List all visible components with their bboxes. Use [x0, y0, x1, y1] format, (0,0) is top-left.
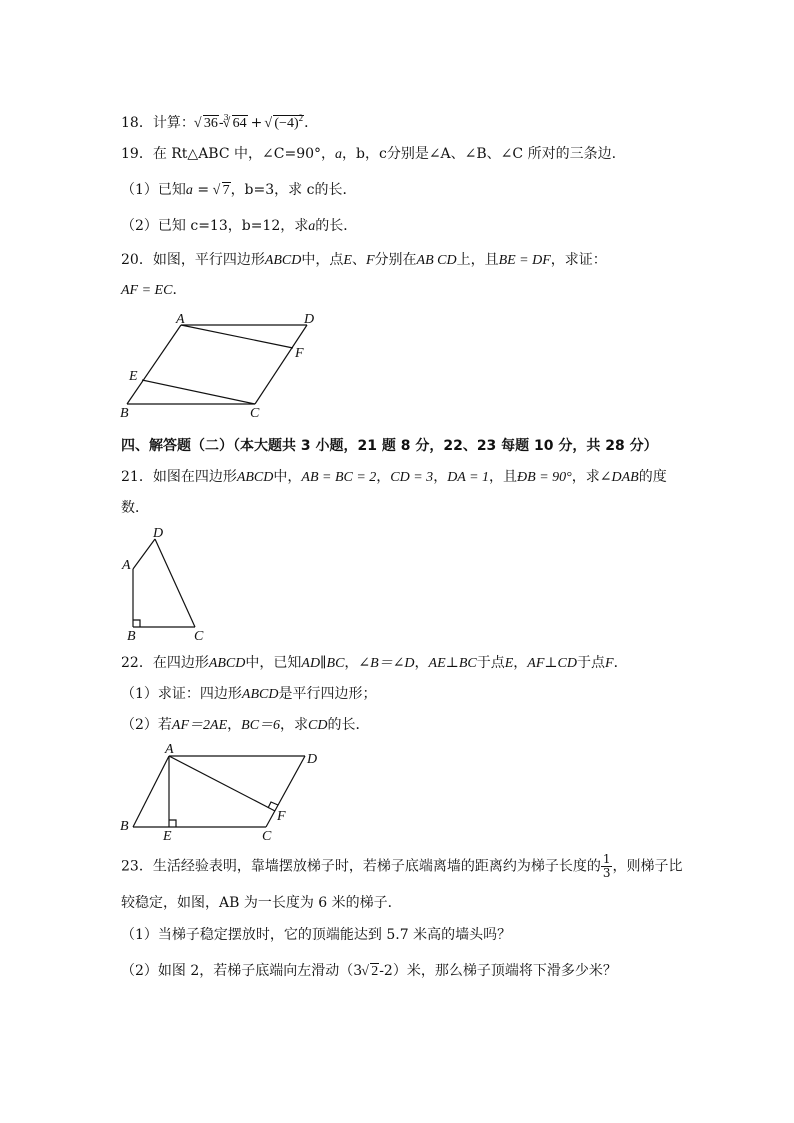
- q20-line2: AF = EC．: [121, 282, 187, 298]
- q22-label-D: D: [307, 752, 318, 767]
- q19-part1: （1）已知a = √ 7，b=3，求 c的长．: [121, 180, 356, 201]
- q21-line2: 数．: [121, 500, 149, 516]
- q19-part2: （2）已知 c=13，b=12，求a的长．: [121, 218, 358, 234]
- q22-label-A: A: [165, 742, 174, 757]
- sqrt-36: √ 36: [195, 116, 219, 131]
- fraction-one-third: $\frac{1}{3}$: [602, 852, 611, 880]
- q22-part1: （1）求证：四边形ABCD是平行四边形；: [121, 686, 377, 702]
- q23-part1: （1）当梯子稳定摆放时，它的顶端能达到 5.7 米高的墙头吗？: [121, 927, 512, 943]
- q19-stem: 19．在 Rt△ABC 中，∠C=90°，a，b，c分别是∠A、∠B、∠C 所对的三条边.: [121, 146, 617, 162]
- q22-stem: 22．在四边形ABCD中，已知AD∥BC，∠B＝∠D，AE⊥BC于点E，AF⊥CD于点F．: [121, 655, 628, 671]
- section-4-title: 四、解答题（二）（本大题共 3 小题，21 题 8 分，22、23 每题 10 分，共 28 分）: [121, 438, 658, 454]
- sqrt-neg4-squared: √ $(-4)^2$: [265, 116, 304, 131]
- q20-line1: 20．如图，平行四边形ABCD中，点E、F分别在AB CD上，且BE = DF，求证：: [121, 252, 607, 268]
- q20-label-E: E: [129, 369, 138, 384]
- q20-label-A: A: [176, 312, 185, 327]
- q21-label-A: A: [122, 558, 131, 573]
- q21-label-B: B: [127, 629, 136, 644]
- q22-label-E: E: [163, 829, 172, 842]
- q20-label-D: D: [304, 312, 315, 327]
- q18-line: 18．计算：√ 36-$^3$√ 64 +√ $(-4)^2$．: [121, 108, 318, 134]
- q22-part2: （2）若AF＝2AE，BC＝6，求CD的长．: [121, 717, 370, 733]
- q22-label-F: F: [277, 809, 286, 824]
- q21-line1: 21．如图在四边形ABCD中，AB = BC = 2，CD = 3，DA = 1，且ÐB = 90°，求∠DAB的度: [121, 469, 667, 485]
- sqrt-7: √ 7: [214, 183, 231, 198]
- cube-index: 3: [223, 113, 229, 122]
- q22-parallelogram-figure: [112, 738, 337, 842]
- q22-label-B: B: [120, 819, 129, 834]
- q21-label-D: D: [153, 526, 164, 541]
- q23-line2: 较稳定，如图，AB 为一长度为 6 米的梯子．: [121, 895, 402, 911]
- q22-label-C: C: [262, 829, 272, 842]
- q20-label-F: F: [295, 346, 304, 361]
- q21-quadrilateral-figure: [115, 522, 215, 644]
- q21-label-C: C: [194, 629, 204, 644]
- q20-label-C: C: [250, 406, 260, 421]
- q23-part2: （2）如图 2，若梯子底端向左滑动（3√ 2-2）米，那么梯子顶端将下滑多少米？: [121, 961, 617, 982]
- q20-label-B: B: [120, 406, 129, 421]
- sqrt-2: √ 2: [362, 964, 379, 979]
- q18-prefix: 18．计算：: [121, 115, 195, 131]
- q20-parallelogram-figure: [110, 308, 340, 422]
- q23-line1: 23．生活经验表明，靠墙摆放梯子时，若梯子底端离墙的距离约为梯子长度的 $\frac{1}{3}$ ，则梯子比: [121, 852, 683, 880]
- cbrt-64: √ 64: [224, 116, 248, 131]
